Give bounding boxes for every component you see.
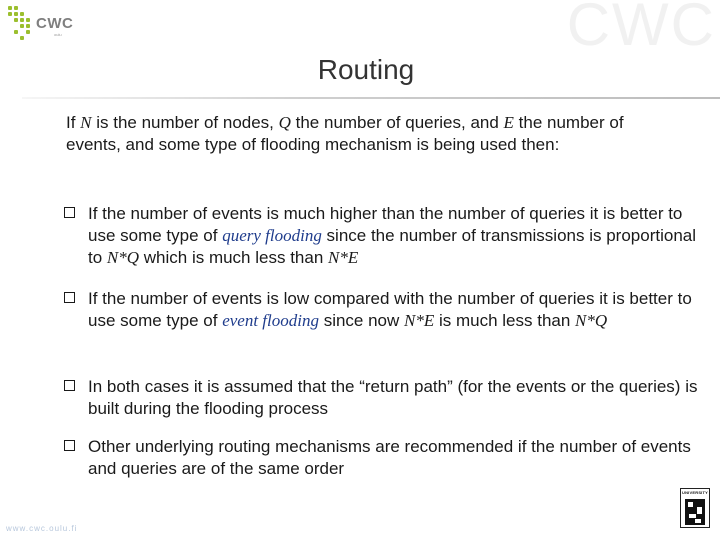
bullet-text: In both cases it is assumed that the “return path” (for the events or the queries) is built during the flooding process — [88, 377, 698, 418]
checkbox-bullet-icon — [64, 380, 75, 391]
university-logo — [680, 488, 710, 528]
slide-title: Routing — [317, 54, 415, 85]
bullet-text: Other underlying routing mechanisms are recommended if the number of events and queries are of the same order — [88, 437, 691, 478]
var-q: Q — [278, 113, 291, 132]
bullet-text: If the number of events is much higher than the number of queries it is better to use some type of query flooding since the number of transmissions is proportional to N*Q which is much less than N*E — [88, 204, 697, 267]
university-mark-icon — [685, 499, 705, 525]
cwc-logo — [8, 6, 74, 46]
footer-url: www.cwc.oulu.fi — [6, 524, 78, 533]
logo-dots-icon — [8, 6, 32, 40]
checkbox-bullet-icon — [64, 440, 75, 451]
logo-subtext: oulu — [54, 32, 62, 37]
emphasis-query-flooding: query flooding — [222, 226, 322, 245]
logo-text: CWC — [36, 15, 74, 32]
bullet-text: If the number of events is low compared with the number of queries it is better to use some type of event flooding since now N*E is much less than N*Q — [88, 289, 692, 330]
var-e: E — [503, 113, 514, 132]
cwc-watermark: CWC — [566, 0, 716, 58]
checkbox-bullet-icon — [64, 207, 75, 218]
checkbox-bullet-icon — [64, 292, 75, 303]
var-n: N — [80, 113, 92, 132]
title-divider — [22, 97, 720, 99]
intro-paragraph: If N is the number of nodes, Q the number of queries, and E the number of events, and some type of flooding mechanism is being used then: — [66, 113, 624, 154]
emphasis-event-flooding: event flooding — [222, 311, 319, 330]
university-logo-text: UNIVERSITY — [682, 490, 709, 495]
